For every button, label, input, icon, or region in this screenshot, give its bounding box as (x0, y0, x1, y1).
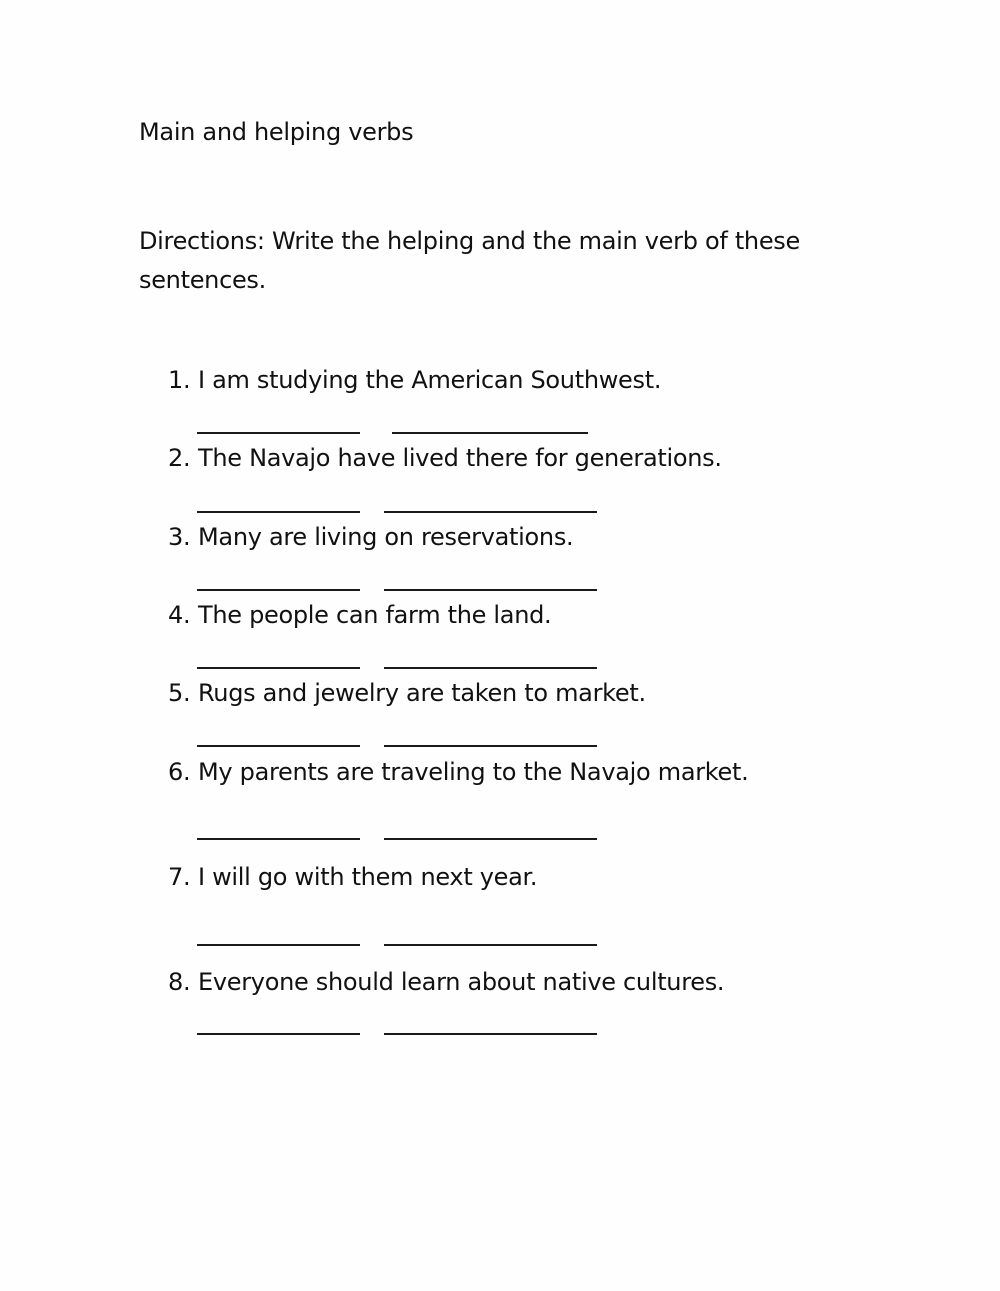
item-number: 7. (168, 863, 191, 891)
item-number: 8. (168, 968, 191, 996)
question-item-4 (168, 601, 551, 629)
main-verb-blank-7[interactable] (384, 944, 597, 946)
main-verb-blank-5[interactable] (384, 745, 597, 747)
helping-verb-blank-6[interactable] (197, 838, 360, 840)
main-verb-blank-1[interactable] (392, 432, 588, 434)
question-item-8 (168, 968, 724, 996)
question-item-1 (168, 366, 661, 394)
item-number: 3. (168, 523, 191, 551)
question-item-3 (168, 523, 573, 551)
worksheet-title: Main and helping verbs (139, 118, 414, 146)
item-number: 5. (168, 679, 191, 707)
item-sentence: The Navajo have lived there for generations. (198, 444, 722, 472)
helping-verb-blank-1[interactable] (197, 432, 360, 434)
helping-verb-blank-3[interactable] (197, 589, 360, 591)
helping-verb-blank-2[interactable] (197, 511, 360, 513)
item-number: 6. (168, 758, 191, 786)
main-verb-blank-6[interactable] (384, 838, 597, 840)
directions-text: Directions: Write the helping and the main verb of these sentences. (139, 227, 800, 294)
item-sentence: Rugs and jewelry are taken to market. (198, 679, 646, 707)
item-sentence: I will go with them next year. (198, 863, 538, 891)
main-verb-blank-8[interactable] (384, 1033, 597, 1035)
question-item-7 (168, 863, 537, 891)
helping-verb-blank-8[interactable] (197, 1033, 360, 1035)
question-item-6 (168, 758, 748, 786)
helping-verb-blank-5[interactable] (197, 745, 360, 747)
main-verb-blank-2[interactable] (384, 511, 597, 513)
main-verb-blank-4[interactable] (384, 667, 597, 669)
helping-verb-blank-4[interactable] (197, 667, 360, 669)
item-number: 2. (168, 444, 191, 472)
item-number: 1. (168, 366, 191, 394)
item-sentence: Everyone should learn about native cultures. (198, 968, 725, 996)
item-sentence: I am studying the American Southwest. (198, 366, 662, 394)
main-verb-blank-3[interactable] (384, 589, 597, 591)
question-item-5 (168, 679, 646, 707)
item-sentence: My parents are traveling to the Navajo market. (198, 758, 749, 786)
question-item-2 (168, 444, 722, 472)
item-sentence: Many are living on reservations. (198, 523, 574, 551)
helping-verb-blank-7[interactable] (197, 944, 360, 946)
item-sentence: The people can farm the land. (198, 601, 552, 629)
item-number: 4. (168, 601, 191, 629)
